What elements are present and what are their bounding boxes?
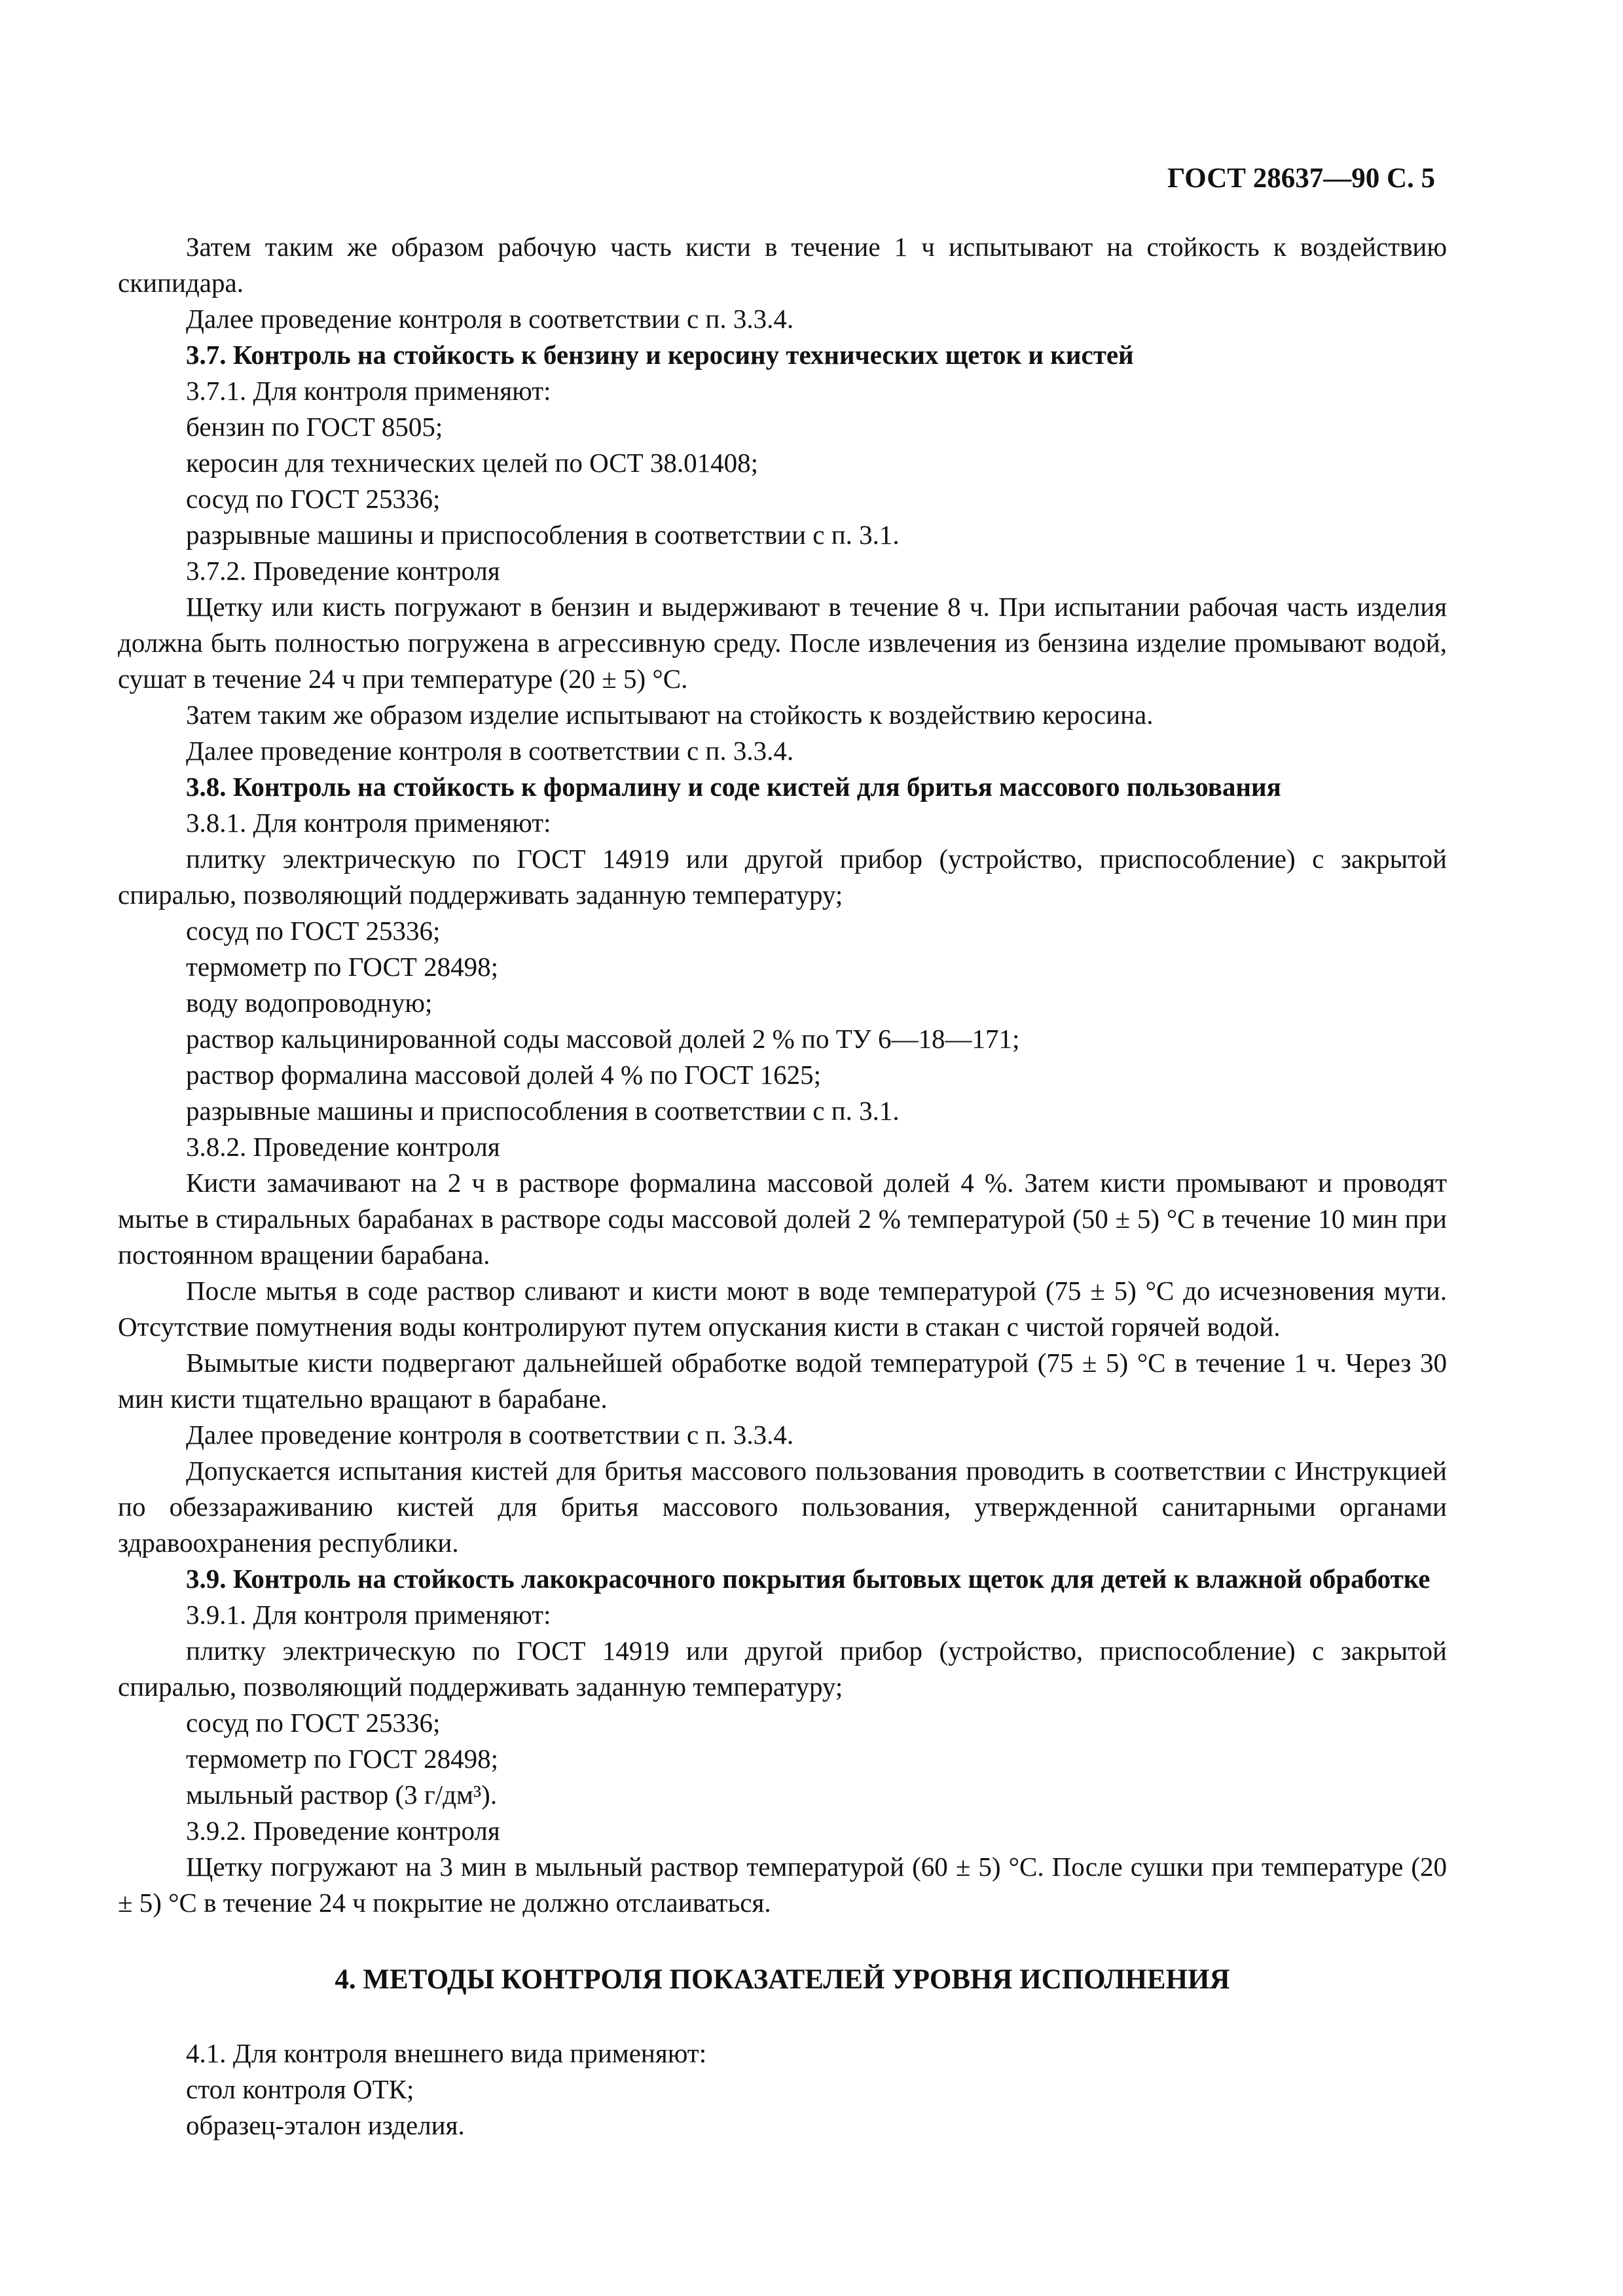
list-item: воду водопроводную;: [186, 988, 433, 1018]
list-item: сосуд по ГОСТ 25336;: [186, 1708, 441, 1738]
list-item: разрывные машины и приспособления в соответствии с п. 3.1.: [186, 1096, 900, 1126]
list-item: разрывные машины и приспособления в соответствии с п. 3.1.: [186, 520, 900, 550]
paragraph: Кисти замачивают на 2 ч в растворе формалина массовой долей 4 %. Затем кисти промывают и проводят мытье в стиральных барабанах в растворе соды массовой долей 2 % температурой (50 ± 5) °С в течение 10 мин при постоянном вращении барабана.: [118, 1168, 1447, 1270]
paragraph: 3.9.2. Проведение контроля: [186, 1816, 500, 1846]
list-item: сосуд по ГОСТ 25336;: [186, 916, 441, 946]
paragraph: 3.7.2. Проведение контроля: [186, 556, 500, 586]
list-item: раствор формалина массовой долей 4 % по ГОСТ 1625;: [186, 1060, 821, 1090]
paragraph: Далее проведение контроля в соответствии с п. 3.3.4.: [186, 304, 794, 334]
list-item: термометр по ГОСТ 28498;: [186, 952, 498, 982]
list-item: бензин по ГОСТ 8505;: [186, 412, 443, 442]
paragraph: 3.7.1. Для контроля применяют:: [186, 376, 551, 406]
paragraph: После мытья в соде раствор сливают и кисти моют в воде температурой (75 ± 5) °С до исчезновения мути. Отсутствие помутнения воды контролируют путем опускания кисти в стакан с чистой горячей водой.: [118, 1276, 1447, 1342]
document-body: [118, 229, 1447, 2144]
list-item: плитку электрическую по ГОСТ 14919 или другой прибор (устройство, приспособление) с закрытой спиралью, позволяющий поддерживать заданную температуру;: [118, 844, 1447, 910]
paragraph: Затем таким же образом изделие испытывают на стойкость к воздействию керосина.: [186, 700, 1154, 730]
paragraph: Щетку погружают на 3 мин в мыльный раствор температурой (60 ± 5) °С. После сушки при температуре (20 ± 5) °С в течение 24 ч покрытие не должно отслаиваться.: [118, 1852, 1447, 1918]
page-header: ГОСТ 28637—90 С. 5: [1167, 163, 1435, 194]
paragraph: Далее проведение контроля в соответствии с п. 3.3.4.: [186, 736, 794, 766]
list-item: образец-эталон изделия.: [186, 2110, 465, 2140]
clause-heading-3-8: 3.8. Контроль на стойкость к формалину и соде кистей для бритья массового пользования: [186, 772, 1281, 802]
paragraph: Вымытые кисти подвергают дальнейшей обработке водой температурой (75 ± 5) °С в течение 1 ч. Через 30 мин кисти тщательно вращают в барабане.: [118, 1348, 1447, 1414]
list-item: термометр по ГОСТ 28498;: [186, 1744, 498, 1774]
list-item: сосуд по ГОСТ 25336;: [186, 484, 441, 514]
paragraph: 3.9.1. Для контроля применяют:: [186, 1600, 551, 1630]
list-item: керосин для технических целей по ОСТ 38.01408;: [186, 448, 759, 478]
list-item: раствор кальцинированной соды массовой долей 2 % по ТУ 6—18—171;: [186, 1024, 1020, 1054]
clause-heading-3-7: 3.7. Контроль на стойкость к бензину и керосину технических щеток и кистей: [186, 340, 1134, 370]
paragraph: 3.8.1. Для контроля применяют:: [186, 808, 551, 838]
paragraph: Затем таким же образом рабочую часть кисти в течение 1 ч испытывают на стойкость к воздействию скипидара.: [118, 232, 1447, 298]
clause-heading-3-9: 3.9. Контроль на стойкость лакокрасочного покрытия бытовых щеток для детей к влажной обработке: [186, 1564, 1431, 1594]
list-item: стол контроля ОТК;: [186, 2074, 414, 2104]
section-4-title: 4. МЕТОДЫ КОНТРОЛЯ ПОКАЗАТЕЛЕЙ УРОВНЯ ИСПОЛНЕНИЯ: [335, 1964, 1230, 1995]
paragraph: Щетку или кисть погружают в бензин и выдерживают в течение 8 ч. При испытании рабочая часть изделия должна быть полностью погружена в агрессивную среду. После извлечения из бензина изделие промывают водой, сушат в течение 24 ч при температуре (20 ± 5) °С.: [118, 592, 1447, 694]
paragraph: 3.8.2. Проведение контроля: [186, 1132, 500, 1162]
list-item: плитку электрическую по ГОСТ 14919 или другой прибор (устройство, приспособление) с закрытой спиралью, позволяющий поддерживать заданную температуру;: [118, 1636, 1447, 1702]
paragraph: 4.1. Для контроля внешнего вида применяют:: [186, 2038, 707, 2068]
paragraph: Допускается испытания кистей для бритья массового пользования проводить в соответствии с Инструкцией по обеззараживанию кистей для бритья массового пользования, утвержденной санитарными органами здравоохранения республики.: [118, 1456, 1447, 1558]
list-item: мыльный раствор (3 г/дм³).: [186, 1780, 498, 1810]
paragraph: Далее проведение контроля в соответствии с п. 3.3.4.: [186, 1420, 794, 1450]
